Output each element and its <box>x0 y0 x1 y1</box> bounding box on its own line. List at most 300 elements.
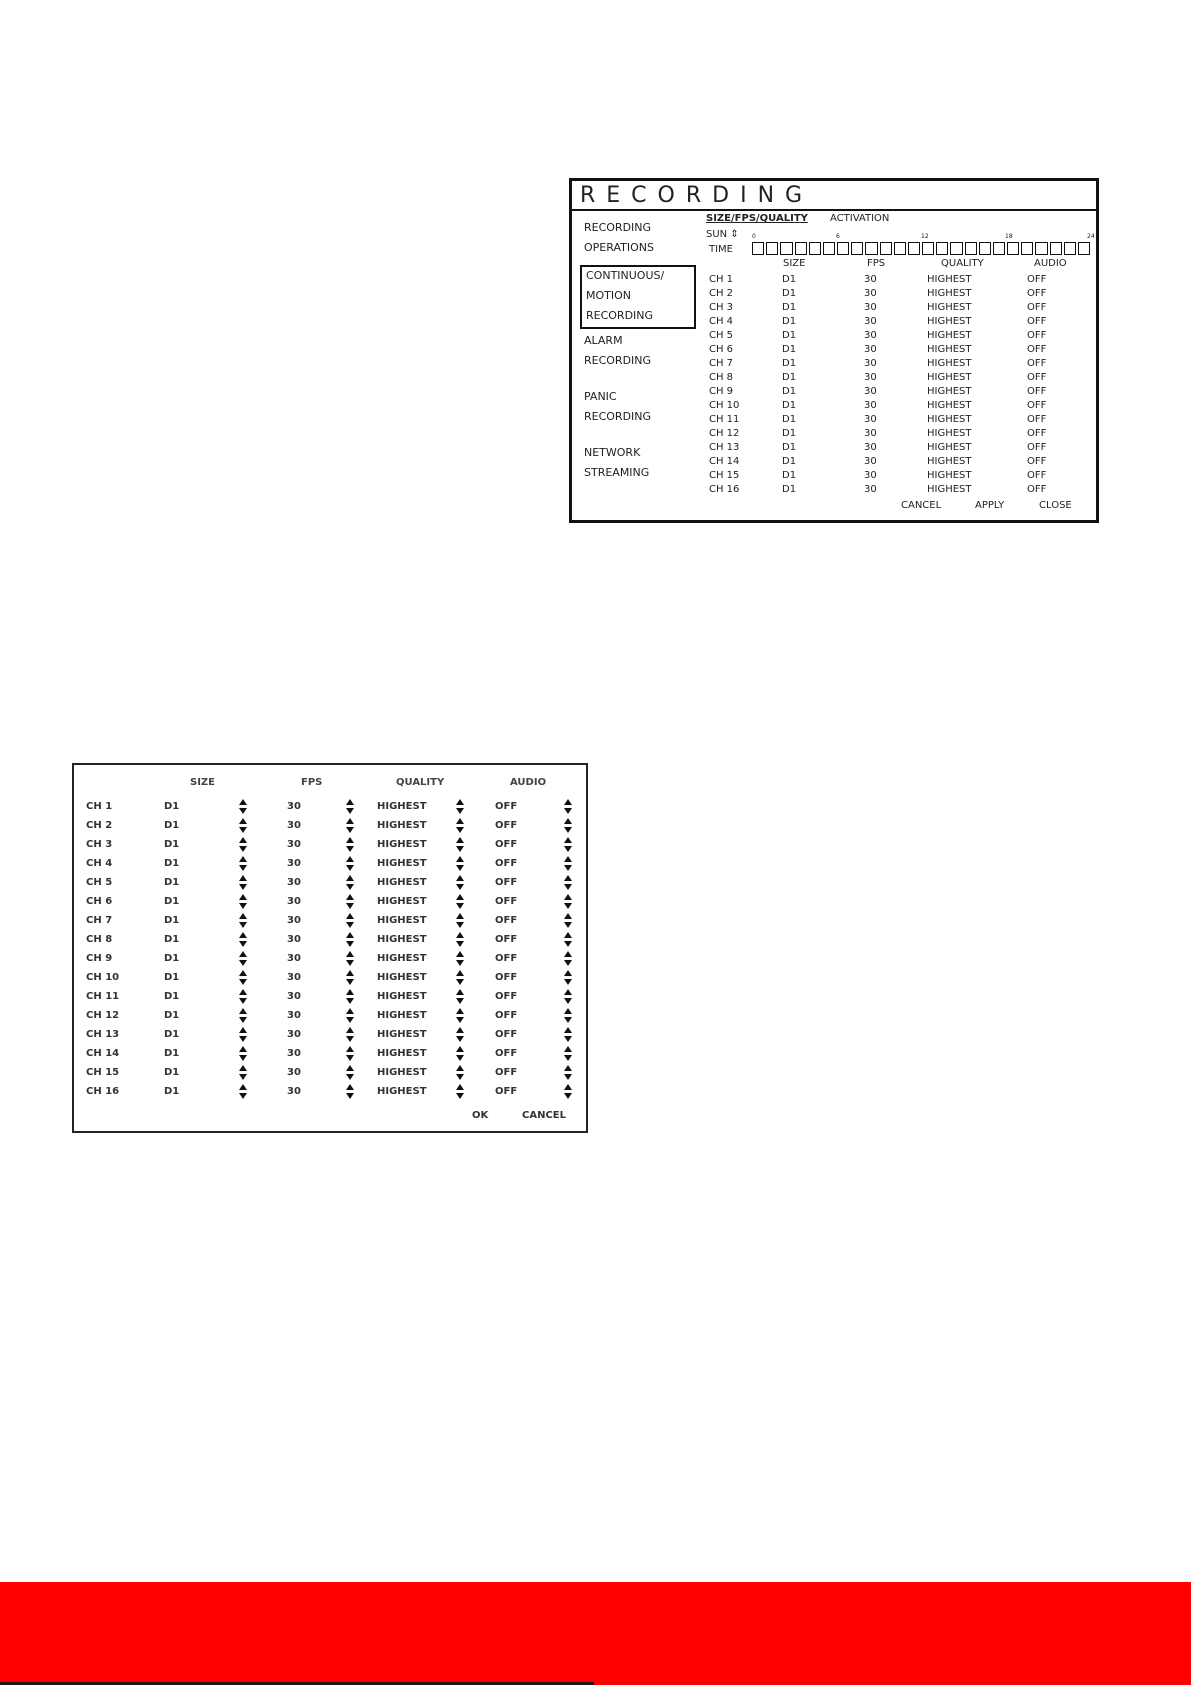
channel-label: CH 8 <box>86 934 113 945</box>
ok-button[interactable]: OK <box>472 1110 489 1121</box>
size-spinner-icon[interactable] <box>239 837 248 852</box>
quality-value[interactable]: HIGHEST <box>927 302 972 313</box>
quality-spinner-icon[interactable] <box>456 875 465 890</box>
size-spinner-icon[interactable] <box>239 1046 248 1061</box>
size-value[interactable]: D1 <box>782 344 797 355</box>
size-spinner-icon[interactable] <box>239 818 248 833</box>
menu-label: MOTION <box>586 289 631 302</box>
size-value: D1 <box>164 1048 180 1059</box>
channel-label: CH 7 <box>86 915 113 926</box>
quality-value[interactable]: HIGHEST <box>927 274 972 285</box>
quality-value[interactable]: HIGHEST <box>927 344 972 355</box>
audio-value: OFF <box>495 972 518 983</box>
quality-spinner-icon[interactable] <box>456 818 465 833</box>
audio-value[interactable]: OFF <box>1027 288 1047 299</box>
channel-label: CH 14 <box>86 1048 120 1059</box>
quality-value[interactable]: HIGHEST <box>927 414 972 425</box>
table-row <box>74 1063 586 1082</box>
fps-spinner-icon[interactable] <box>346 856 355 871</box>
menu-recording-operations[interactable] <box>584 218 694 258</box>
quality-value: HIGHEST <box>377 991 427 1002</box>
hour-cell[interactable] <box>894 242 906 255</box>
size-value[interactable]: D1 <box>782 470 797 481</box>
quality-value: HIGHEST <box>377 801 427 812</box>
size-value: D1 <box>164 972 180 983</box>
size-value[interactable]: D1 <box>782 414 797 425</box>
hour-cell[interactable] <box>1078 242 1090 255</box>
audio-value[interactable]: OFF <box>1027 358 1047 369</box>
audio-value[interactable]: OFF <box>1027 414 1047 425</box>
size-value: D1 <box>164 896 180 907</box>
audio-value: OFF <box>495 991 518 1002</box>
size-value: D1 <box>164 1029 180 1040</box>
window-title: RECORDING <box>572 181 1096 211</box>
audio-value[interactable]: OFF <box>1027 344 1047 355</box>
hour-cell[interactable] <box>766 242 778 255</box>
fps-value[interactable]: 30 <box>864 302 877 313</box>
channel-label: CH 4 <box>709 316 734 327</box>
updown-icon: ⇕ <box>730 229 739 240</box>
table-row <box>74 873 586 892</box>
channel-label: CH 9 <box>86 953 113 964</box>
quality-value[interactable]: HIGHEST <box>927 358 972 369</box>
audio-value: OFF <box>495 1086 518 1097</box>
hour-cell[interactable] <box>795 242 807 255</box>
column-header-size: SIZE <box>783 258 806 269</box>
quality-value: HIGHEST <box>377 858 427 869</box>
quality-value: HIGHEST <box>377 915 427 926</box>
fps-value[interactable]: 30 <box>864 442 877 453</box>
size-value: D1 <box>164 858 180 869</box>
cancel-button[interactable]: CANCEL <box>522 1110 566 1121</box>
table-row <box>74 892 586 911</box>
audio-value[interactable]: OFF <box>1027 442 1047 453</box>
size-value: D1 <box>164 877 180 888</box>
fps-spinner-icon[interactable] <box>346 1046 355 1061</box>
quality-spinner-icon[interactable] <box>456 970 465 985</box>
hour-mark: 24 <box>1087 233 1095 240</box>
audio-spinner-icon[interactable] <box>564 1084 573 1099</box>
size-spinner-icon[interactable] <box>239 913 248 928</box>
column-header-size: SIZE <box>190 777 216 788</box>
table-row <box>572 315 1096 329</box>
fps-spinner-icon[interactable] <box>346 1008 355 1023</box>
table-row <box>74 930 586 949</box>
size-value[interactable]: D1 <box>782 442 797 453</box>
channel-label: CH 8 <box>709 372 734 383</box>
quality-spinner-icon[interactable] <box>456 894 465 909</box>
size-value[interactable]: D1 <box>782 456 797 467</box>
hour-cell[interactable] <box>1035 242 1047 255</box>
audio-value[interactable]: OFF <box>1027 330 1047 341</box>
fps-spinner-icon[interactable] <box>346 837 355 852</box>
table-row <box>572 455 1096 469</box>
fps-spinner-icon[interactable] <box>346 818 355 833</box>
fps-value[interactable]: 30 <box>864 344 877 355</box>
channel-label: CH 13 <box>86 1029 120 1040</box>
channel-label: CH 3 <box>709 302 734 313</box>
size-spinner-icon[interactable] <box>239 1008 248 1023</box>
quality-spinner-icon[interactable] <box>456 1008 465 1023</box>
fps-value[interactable]: 30 <box>864 274 877 285</box>
audio-value[interactable]: OFF <box>1027 400 1047 411</box>
fps-spinner-icon[interactable] <box>346 970 355 985</box>
channel-label: CH 7 <box>709 358 734 369</box>
audio-value: OFF <box>495 915 518 926</box>
table-row <box>572 385 1096 399</box>
size-spinner-icon[interactable] <box>239 799 248 814</box>
fps-value[interactable]: 30 <box>864 372 877 383</box>
table-row <box>572 329 1096 343</box>
hour-cell[interactable] <box>936 242 948 255</box>
fps-value[interactable]: 30 <box>864 414 877 425</box>
hour-cell[interactable] <box>865 242 877 255</box>
size-value[interactable]: D1 <box>782 302 797 313</box>
hour-cell[interactable] <box>880 242 892 255</box>
quality-value[interactable]: HIGHEST <box>927 316 972 327</box>
fps-value[interactable]: 30 <box>864 358 877 369</box>
audio-value: OFF <box>495 820 518 831</box>
audio-value: OFF <box>495 1010 518 1021</box>
audio-value: OFF <box>495 1029 518 1040</box>
size-value: D1 <box>164 953 180 964</box>
channel-label: CH 10 <box>709 400 740 411</box>
quality-value: HIGHEST <box>377 1067 427 1078</box>
hour-cell[interactable] <box>965 242 977 255</box>
hour-cell[interactable] <box>837 242 849 255</box>
quality-spinner-icon[interactable] <box>456 989 465 1004</box>
fps-value: 30 <box>287 839 301 850</box>
audio-value: OFF <box>495 1067 518 1078</box>
audio-value[interactable]: OFF <box>1027 386 1047 397</box>
audio-spinner-icon[interactable] <box>564 1065 573 1080</box>
menu-label: RECORDING <box>584 410 652 423</box>
channel-label: CH 2 <box>709 288 734 299</box>
audio-value[interactable]: OFF <box>1027 470 1047 481</box>
hour-cell[interactable] <box>1021 242 1033 255</box>
quality-value[interactable]: HIGHEST <box>927 288 972 299</box>
channel-label: CH 5 <box>86 877 113 888</box>
hour-cell[interactable] <box>809 242 821 255</box>
quality-value: HIGHEST <box>377 1048 427 1059</box>
size-spinner-icon[interactable] <box>239 875 248 890</box>
audio-spinner-icon[interactable] <box>564 856 573 871</box>
hour-cell[interactable] <box>922 242 934 255</box>
fps-spinner-icon[interactable] <box>346 1065 355 1080</box>
size-spinner-icon[interactable] <box>239 932 248 947</box>
fps-spinner-icon[interactable] <box>346 894 355 909</box>
fps-value: 30 <box>287 915 301 926</box>
audio-value: OFF <box>495 896 518 907</box>
fps-spinner-icon[interactable] <box>346 875 355 890</box>
channel-label: CH 16 <box>86 1086 120 1097</box>
column-header-quality: QUALITY <box>941 258 984 269</box>
size-value[interactable]: D1 <box>782 358 797 369</box>
table-row <box>74 987 586 1006</box>
channel-settings-dialog <box>72 763 588 1133</box>
channel-label: CH 12 <box>86 1010 120 1021</box>
fps-spinner-icon[interactable] <box>346 932 355 947</box>
fps-value: 30 <box>287 1010 301 1021</box>
quality-spinner-icon[interactable] <box>456 951 465 966</box>
table-row <box>74 797 586 816</box>
table-row <box>74 854 586 873</box>
column-header-quality: QUALITY <box>396 777 445 788</box>
size-value[interactable]: D1 <box>782 330 797 341</box>
size-value[interactable]: D1 <box>782 484 797 495</box>
audio-value: OFF <box>495 839 518 850</box>
size-spinner-icon[interactable] <box>239 970 248 985</box>
size-value: D1 <box>164 934 180 945</box>
fps-spinner-icon[interactable] <box>346 989 355 1004</box>
fps-value: 30 <box>287 953 301 964</box>
size-value[interactable]: D1 <box>782 372 797 383</box>
tab-activation[interactable]: ACTIVATION <box>830 213 890 224</box>
fps-value[interactable]: 30 <box>864 428 877 439</box>
fps-value: 30 <box>287 896 301 907</box>
table-row <box>572 301 1096 315</box>
close-button[interactable]: CLOSE <box>1039 500 1072 511</box>
channel-label: CH 9 <box>709 386 734 397</box>
cancel-button[interactable]: CANCEL <box>901 500 942 511</box>
fps-value: 30 <box>287 991 301 1002</box>
audio-spinner-icon[interactable] <box>564 1046 573 1061</box>
fps-value: 30 <box>287 820 301 831</box>
table-row <box>572 371 1096 385</box>
time-label: TIME <box>709 244 734 255</box>
fps-value[interactable]: 30 <box>864 386 877 397</box>
quality-spinner-icon[interactable] <box>456 799 465 814</box>
audio-spinner-icon[interactable] <box>564 1008 573 1023</box>
recording-window <box>569 178 1099 523</box>
channel-label: CH 15 <box>709 470 740 481</box>
table-row <box>74 968 586 987</box>
audio-value[interactable]: OFF <box>1027 372 1047 383</box>
table-row <box>74 1006 586 1025</box>
quality-value: HIGHEST <box>377 839 427 850</box>
channel-label: CH 1 <box>86 801 113 812</box>
table-row <box>572 413 1096 427</box>
quality-value: HIGHEST <box>377 820 427 831</box>
table-row <box>74 1082 586 1101</box>
menu-label: OPERATIONS <box>584 241 654 254</box>
day-value: SUN <box>706 229 728 240</box>
quality-spinner-icon[interactable] <box>456 1046 465 1061</box>
table-row <box>572 399 1096 413</box>
hour-cell[interactable] <box>780 242 792 255</box>
quality-value[interactable]: HIGHEST <box>927 470 972 481</box>
audio-value: OFF <box>495 877 518 888</box>
menu-label: NETWORK <box>584 446 641 459</box>
tab-size-fps-quality[interactable]: SIZE/FPS/QUALITY <box>706 213 808 224</box>
audio-spinner-icon[interactable] <box>564 799 573 814</box>
quality-spinner-icon[interactable] <box>456 1027 465 1042</box>
quality-value[interactable]: HIGHEST <box>927 386 972 397</box>
channel-label: CH 16 <box>709 484 740 495</box>
quality-spinner-icon[interactable] <box>456 1065 465 1080</box>
audio-value: OFF <box>495 934 518 945</box>
fps-value[interactable]: 30 <box>864 330 877 341</box>
hour-cell[interactable] <box>1007 242 1019 255</box>
hour-mark: 0 <box>752 233 756 240</box>
fps-value[interactable]: 30 <box>864 484 877 495</box>
audio-spinner-icon[interactable] <box>564 818 573 833</box>
footer-bar <box>0 1582 1191 1685</box>
table-row <box>572 469 1096 483</box>
fps-value[interactable]: 30 <box>864 456 877 467</box>
channel-label: CH 14 <box>709 456 740 467</box>
hour-cell[interactable] <box>1050 242 1062 255</box>
table-row <box>74 911 586 930</box>
quality-spinner-icon[interactable] <box>456 856 465 871</box>
size-value: D1 <box>164 839 180 850</box>
menu-label: CONTINUOUS/ <box>586 269 665 282</box>
quality-value[interactable]: HIGHEST <box>927 400 972 411</box>
size-value[interactable]: D1 <box>782 316 797 327</box>
quality-value[interactable]: HIGHEST <box>927 442 972 453</box>
channel-label: CH 10 <box>86 972 120 983</box>
table-row <box>572 427 1096 441</box>
size-value[interactable]: D1 <box>782 400 797 411</box>
table-row <box>74 1044 586 1063</box>
quality-spinner-icon[interactable] <box>456 837 465 852</box>
audio-value[interactable]: OFF <box>1027 428 1047 439</box>
audio-spinner-icon[interactable] <box>564 932 573 947</box>
size-spinner-icon[interactable] <box>239 894 248 909</box>
audio-spinner-icon[interactable] <box>564 951 573 966</box>
audio-value: OFF <box>495 801 518 812</box>
channel-label: CH 2 <box>86 820 113 831</box>
audio-value: OFF <box>495 858 518 869</box>
fps-value: 30 <box>287 877 301 888</box>
quality-value: HIGHEST <box>377 934 427 945</box>
channel-label: CH 11 <box>709 414 740 425</box>
size-value[interactable]: D1 <box>782 274 797 285</box>
quality-spinner-icon[interactable] <box>456 932 465 947</box>
table-row <box>74 1025 586 1044</box>
hour-mark: 6 <box>836 233 840 240</box>
hour-mark: 18 <box>1005 233 1013 240</box>
column-header-audio: AUDIO <box>510 777 547 788</box>
fps-value: 30 <box>287 801 301 812</box>
channel-label: CH 3 <box>86 839 113 850</box>
quality-value[interactable]: HIGHEST <box>927 428 972 439</box>
audio-spinner-icon[interactable] <box>564 1027 573 1042</box>
hour-cell[interactable] <box>1064 242 1076 255</box>
time-schedule-bar[interactable] <box>752 242 1092 255</box>
hour-mark: 12 <box>921 233 929 240</box>
size-value: D1 <box>164 1067 180 1078</box>
audio-spinner-icon[interactable] <box>564 989 573 1004</box>
menu-label: PANIC <box>584 390 617 403</box>
fps-spinner-icon[interactable] <box>346 1027 355 1042</box>
fps-spinner-icon[interactable] <box>346 913 355 928</box>
fps-value: 30 <box>287 1086 301 1097</box>
menu-label: ALARM <box>584 334 623 347</box>
audio-value[interactable]: OFF <box>1027 484 1047 495</box>
channel-label: CH 11 <box>86 991 120 1002</box>
quality-value: HIGHEST <box>377 1086 427 1097</box>
menu-label: STREAMING <box>584 466 650 479</box>
hour-cell[interactable] <box>851 242 863 255</box>
quality-spinner-icon[interactable] <box>456 1084 465 1099</box>
fps-value[interactable]: 30 <box>864 400 877 411</box>
table-row <box>572 441 1096 455</box>
channel-label: CH 1 <box>709 274 734 285</box>
size-spinner-icon[interactable] <box>239 989 248 1004</box>
table-row <box>572 357 1096 371</box>
table-row <box>572 483 1096 497</box>
day-selector[interactable] <box>706 229 739 240</box>
hour-cell[interactable] <box>908 242 920 255</box>
audio-spinner-icon[interactable] <box>564 875 573 890</box>
audio-spinner-icon[interactable] <box>564 913 573 928</box>
fps-value[interactable]: 30 <box>864 316 877 327</box>
audio-value[interactable]: OFF <box>1027 316 1047 327</box>
audio-value: OFF <box>495 1048 518 1059</box>
audio-value[interactable]: OFF <box>1027 302 1047 313</box>
hour-cell[interactable] <box>752 242 764 255</box>
size-spinner-icon[interactable] <box>239 856 248 871</box>
fps-spinner-icon[interactable] <box>346 951 355 966</box>
quality-value[interactable]: HIGHEST <box>927 330 972 341</box>
fps-spinner-icon[interactable] <box>346 1084 355 1099</box>
audio-spinner-icon[interactable] <box>564 970 573 985</box>
audio-value: OFF <box>495 953 518 964</box>
menu-label: RECORDING <box>586 309 654 322</box>
size-spinner-icon[interactable] <box>239 1027 248 1042</box>
hour-cell[interactable] <box>823 242 835 255</box>
hour-cell[interactable] <box>993 242 1005 255</box>
size-spinner-icon[interactable] <box>239 1084 248 1099</box>
audio-spinner-icon[interactable] <box>564 837 573 852</box>
apply-button[interactable]: APPLY <box>975 500 1005 511</box>
table-row <box>74 816 586 835</box>
size-value[interactable]: D1 <box>782 386 797 397</box>
fps-spinner-icon[interactable] <box>346 799 355 814</box>
quality-value: HIGHEST <box>377 877 427 888</box>
fps-value[interactable]: 30 <box>864 288 877 299</box>
audio-value[interactable]: OFF <box>1027 274 1047 285</box>
quality-value: HIGHEST <box>377 972 427 983</box>
quality-value[interactable]: HIGHEST <box>927 456 972 467</box>
quality-value[interactable]: HIGHEST <box>927 484 972 495</box>
table-row <box>74 835 586 854</box>
fps-value[interactable]: 30 <box>864 470 877 481</box>
quality-value[interactable]: HIGHEST <box>927 372 972 383</box>
hour-cell[interactable] <box>979 242 991 255</box>
size-spinner-icon[interactable] <box>239 1065 248 1080</box>
channel-label: CH 15 <box>86 1067 120 1078</box>
audio-spinner-icon[interactable] <box>564 894 573 909</box>
hour-cell[interactable] <box>950 242 962 255</box>
size-value[interactable]: D1 <box>782 288 797 299</box>
size-spinner-icon[interactable] <box>239 951 248 966</box>
size-value: D1 <box>164 915 180 926</box>
column-header-fps: FPS <box>301 777 323 788</box>
quality-value: HIGHEST <box>377 896 427 907</box>
quality-value: HIGHEST <box>377 1029 427 1040</box>
column-header-audio: AUDIO <box>1034 258 1067 269</box>
size-value: D1 <box>164 991 180 1002</box>
channel-label: CH 5 <box>709 330 734 341</box>
size-value: D1 <box>164 820 180 831</box>
size-value: D1 <box>164 1086 180 1097</box>
quality-spinner-icon[interactable] <box>456 913 465 928</box>
size-value[interactable]: D1 <box>782 428 797 439</box>
channel-label: CH 13 <box>709 442 740 453</box>
audio-value[interactable]: OFF <box>1027 456 1047 467</box>
